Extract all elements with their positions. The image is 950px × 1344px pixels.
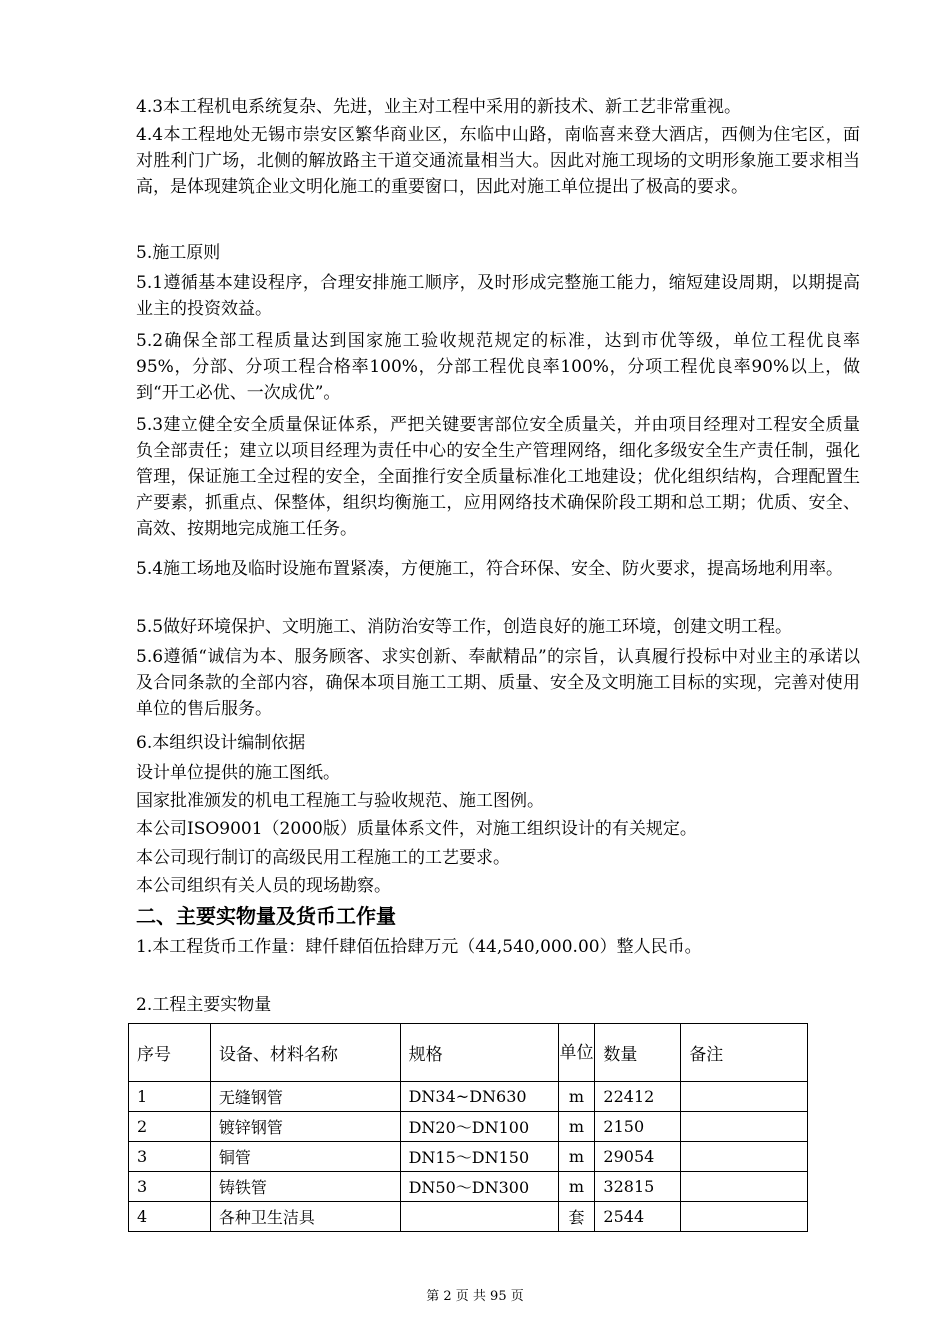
money-workload: 1.本工程货币工作量：肆仟肆佰伍拾肆万元（44,540,000.00）整人民币。 [136,937,702,957]
basis-item-3: 本公司ISO9001（2000版）质量体系文件，对施工组织设计的有关规定。 [136,819,697,839]
cell-index: 3 [129,1142,211,1172]
cell-name: 无缝钢管 [210,1082,400,1112]
header-name: 设备、材料名称 [210,1024,400,1082]
paragraph-4-3: 4.3本工程机电系统复杂、先进，业主对工程中采用的新技术、新工艺非常重视。 [136,97,742,117]
cell-unit: m [558,1082,595,1112]
cell-remark [681,1082,808,1112]
cell-quantity: 2150 [595,1112,681,1142]
paragraph-5-2: 5.2确保全部工程质量达到国家施工验收规范规定的标准，达到市优等级，单位工程优良率95%，分部、分项工程合格率100%，分部工程优良率100%，分项工程优良率90%以上，做到“开工必优、一次成优”。 [136,331,860,403]
cell-index: 3 [129,1172,211,1202]
table-row [129,1202,808,1232]
cell-remark [681,1112,808,1142]
cell-spec: DN50～DN300 [400,1172,558,1202]
header-index: 序号 [129,1024,211,1082]
page-footer: 第 2 页 共 95 页 [426,1289,524,1304]
header-quantity: 数量 [595,1024,681,1082]
header-spec: 规格 [400,1024,558,1082]
basis-item-2: 国家批准颁发的机电工程施工与验收规范、施工图例。 [136,791,544,811]
table-row [129,1112,808,1142]
cell-unit: m [558,1172,595,1202]
cell-unit: m [558,1112,595,1142]
table-row [129,1082,808,1112]
cell-quantity: 29054 [595,1142,681,1172]
table-row [129,1172,808,1202]
basis-item-1: 设计单位提供的施工图纸。 [136,763,340,783]
cell-remark [681,1202,808,1232]
header-remark: 备注 [681,1024,808,1082]
cell-remark [681,1142,808,1172]
cell-spec: DN15～DN150 [400,1142,558,1172]
cell-unit: m [558,1142,595,1172]
cell-quantity: 2544 [595,1202,681,1232]
cell-spec: DN34~DN630 [400,1082,558,1112]
basis-item-4: 本公司现行制订的高级民用工程施工的工艺要求。 [136,848,510,868]
cell-index: 1 [129,1082,211,1112]
materials-table [128,1023,808,1232]
cell-name: 铜管 [210,1142,400,1172]
table-header-row [129,1024,808,1082]
header-unit: 单位 [558,1024,595,1082]
paragraph-5-3: 5.3建立健全安全质量保证体系，严把关键要害部位安全质量关，并由项目经理对工程安全质量负全部责任；建立以项目经理为责任中心的安全生产管理网络，细化多级安全生产责任制，强化管理，保证施工全过程的安全，全面推行安全质量标准化工地建设；优化组织结构，合理配置生产要素，抓重点、保整体，组织均衡施工，应用网络技术确保阶段工期和总工期；优质、安全、高效、按期地完成施工任务。 [136,415,860,539]
cell-name: 铸铁管 [210,1172,400,1202]
cell-index: 4 [129,1202,211,1232]
paragraph-4-4: 4.4本工程地处无锡市崇安区繁华商业区，东临中山路，南临喜来登大酒店，西侧为住宅区，面对胜利门广场，北侧的解放路主干道交通流量相当大。因此对施工现场的文明形象施工要求相当高，是体现建筑企业文明化施工的重要窗口，因此对施工单位提出了极高的要求。 [136,125,860,197]
cell-name: 镀锌钢管 [210,1112,400,1142]
section-5-heading: 5.施工原则 [136,243,221,263]
cell-quantity: 32815 [595,1172,681,1202]
cell-spec: DN20～DN100 [400,1112,558,1142]
cell-index: 2 [129,1112,211,1142]
table-row [129,1142,808,1172]
cell-unit: 套 [558,1202,595,1232]
cell-spec [400,1202,558,1232]
section-2-heading: 二、主要实物量及货币工作量 [136,904,396,928]
paragraph-5-5: 5.5做好环境保护、文明施工、消防治安等工作，创造良好的施工环境，创建文明工程。 [136,617,793,637]
basis-item-5: 本公司组织有关人员的现场勘察。 [136,876,391,896]
table-title: 2.工程主要实物量 [136,995,272,1015]
cell-name: 各种卫生洁具 [210,1202,400,1232]
section-6-heading: 6.本组织设计编制依据 [136,733,306,753]
paragraph-5-4: 5.4施工场地及临时设施布置紧凑，方便施工，符合环保、安全、防火要求，提高场地利用率。 [136,559,844,579]
cell-quantity: 22412 [595,1082,681,1112]
paragraph-5-6: 5.6遵循“诚信为本、服务顾客、求实创新、奉献精品”的宗旨，认真履行投标中对业主的承诺以及合同条款的全部内容，确保本项目施工工期、质量、安全及文明施工目标的实现，完善对使用单位的售后服务。 [136,647,860,719]
cell-remark [681,1172,808,1202]
paragraph-5-1: 5.1遵循基本建设程序，合理安排施工顺序，及时形成完整施工能力，缩短建设周期，以期提高业主的投资效益。 [136,273,860,319]
